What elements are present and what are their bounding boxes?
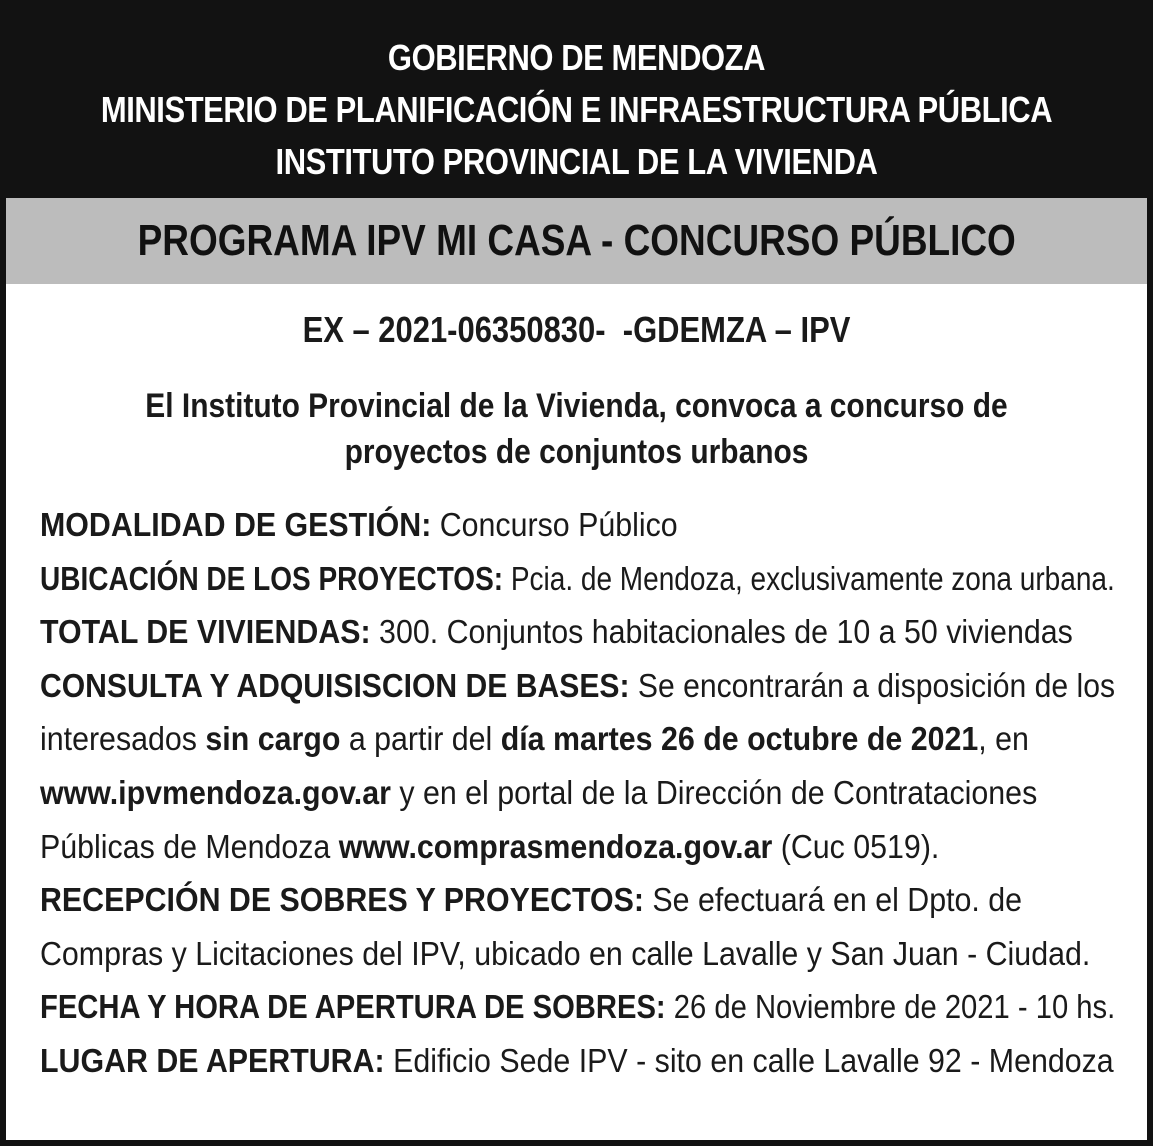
consulta-row-1 [40, 659, 1115, 713]
lugar-value: Edificio Sede IPV - sito en calle Lavalle 92 - Mendoza [384, 1041, 1114, 1079]
ubicacion-row [40, 552, 1115, 606]
program-title-band [6, 198, 1147, 284]
notice-body [40, 498, 1115, 1088]
consulta-text-7: (Cuc 0519). [772, 827, 940, 865]
consulta-text-4: , en [978, 720, 1029, 758]
total-label: TOTAL DE VIVIENDAS: [40, 613, 371, 651]
total-value: 300. Conjuntos habitacionales de 10 a 50 viviendas [370, 613, 1073, 651]
modalidad-label: MODALIDAD DE GESTIÓN: [40, 506, 432, 543]
recepcion-row-1 [40, 873, 1115, 927]
header-ministry: MINISTERIO DE PLANIFICACIÓN E INFRAESTRUCTURA PÚBLICA [100, 89, 1053, 130]
consulta-text-3: a partir del [340, 720, 501, 758]
total-row [40, 605, 1115, 659]
intro-line-2: proyectos de conjuntos urbanos [344, 433, 809, 471]
consulta-row-2 [40, 712, 1115, 766]
lugar-row [40, 1034, 1115, 1088]
consulta-text-2: interesados [40, 720, 206, 758]
recepcion-text-2: Compras y Licitaciones del IPV, ubicado en calle Lavalle y San Juan - Ciudad. [40, 934, 1091, 972]
intro-line-1: El Instituto Provincial de la Vivienda, convoca a concurso de [145, 387, 1008, 425]
consulta-label: CONSULTA Y ADQUISISCION DE BASES: [40, 666, 630, 704]
consulta-text-6: Públicas de Mendoza [40, 827, 339, 865]
ipv-website-link[interactable]: www.ipvmendoza.gov.ar [40, 773, 391, 811]
header-institute: INSTITUTO PROVINCIAL DE LA VIVIENDA [275, 141, 878, 182]
consulta-row-3 [40, 766, 1115, 820]
notice-header [0, 0, 1153, 198]
recepcion-row-2 [40, 927, 1115, 981]
consulta-text-5: y en el portal de la Dirección de Contrataciones [390, 773, 1038, 811]
ubicacion-value: Pcia. de Mendoza, exclusivamente zona urbana. [503, 559, 1115, 597]
fecha-label: FECHA Y HORA DE APERTURA DE SOBRES: [40, 988, 666, 1026]
compras-website-link[interactable]: www.comprasmendoza.gov.ar [338, 827, 773, 865]
recepcion-text-1: Se efectuará en el Dpto. de [643, 881, 1023, 919]
intro-statement [40, 383, 1113, 475]
program-title: PROGRAMA IPV MI CASA - CONCURSO PÚBLICO [137, 216, 1016, 265]
consulta-text-1: Se encontrarán a disposición de los [629, 666, 1116, 704]
modalidad-value: Concurso Público [431, 506, 678, 543]
ubicacion-label: UBICACIÓN DE LOS PROYECTOS: [40, 559, 504, 597]
fecha-row [40, 980, 1115, 1034]
modalidad-row [40, 498, 1115, 552]
recepcion-label: RECEPCIÓN DE SOBRES Y PROYECTOS: [40, 881, 644, 919]
expediente-number: EX – 2021-06350830- -GDEMZA – IPV [302, 309, 851, 350]
consulta-free: sin cargo [205, 720, 341, 758]
fecha-value: 26 de Noviembre de 2021 - 10 hs. [665, 988, 1116, 1026]
consulta-row-4 [40, 820, 1115, 874]
header-government: GOBIERNO DE MENDOZA [387, 37, 766, 78]
lugar-label: LUGAR DE APERTURA: [40, 1041, 385, 1079]
consulta-date: día martes 26 de octubre de 2021 [500, 720, 979, 758]
